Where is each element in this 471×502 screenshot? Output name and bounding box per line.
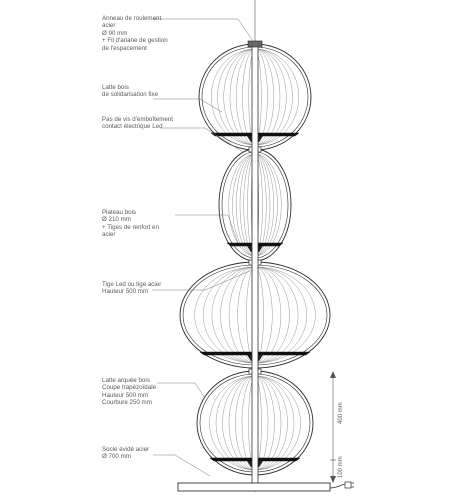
label-line: Tige Led ou tige acier [102, 281, 162, 288]
label-line: Courbure 250 mm [102, 399, 152, 407]
label-pas-de-vis [102, 116, 173, 131]
label-line: + Fil d'ariane de gestion [102, 37, 168, 45]
dimension-arrow-bottom [330, 476, 336, 483]
label-line: Hauteur 500 mm [102, 391, 149, 399]
label-line: acier [102, 22, 116, 30]
label-line: Plateau bois [102, 209, 137, 216]
leader-anneau [153, 19, 255, 44]
label-latte-arquee [102, 377, 156, 407]
base-plate [178, 483, 330, 491]
dimension-label-upper: 400 mm [338, 402, 344, 424]
label-line: + Tiges de renfort en [102, 223, 159, 231]
label-line: acier [102, 231, 116, 239]
label-anneau [102, 15, 168, 52]
label-line: de l'espacement [102, 44, 147, 52]
power-plug-icon [345, 482, 354, 488]
label-line: Latte bois [102, 84, 129, 91]
label-line: Hauteur 500 mm [102, 288, 149, 296]
label-line: Ø 700 mm [102, 453, 131, 461]
label-socle [102, 446, 149, 461]
label-line: de solidarisation fixe [102, 91, 159, 99]
leader-latte-arquee [157, 383, 205, 398]
dimension-arrow-top [330, 371, 336, 378]
label-line: Anneau de roulement [102, 15, 162, 22]
label-latte-fixe [102, 84, 158, 99]
label-line: Coupe trapézoïdale [102, 384, 157, 392]
label-line: Latte arquée bois [102, 377, 150, 384]
label-plateau [102, 209, 159, 239]
label-tige-led [102, 281, 161, 296]
label-line: contact électrique Led [102, 123, 163, 131]
label-line: Socle évidé acier [102, 446, 150, 453]
label-line: Ø 90 mm [102, 29, 128, 37]
dimension-label-lower: 100 mm [338, 456, 344, 478]
central-rod [252, 44, 258, 485]
label-line: Pas de vis d'emboîtement [102, 116, 173, 123]
label-line: Ø 210 mm [102, 216, 131, 224]
leader-socle [153, 455, 210, 476]
